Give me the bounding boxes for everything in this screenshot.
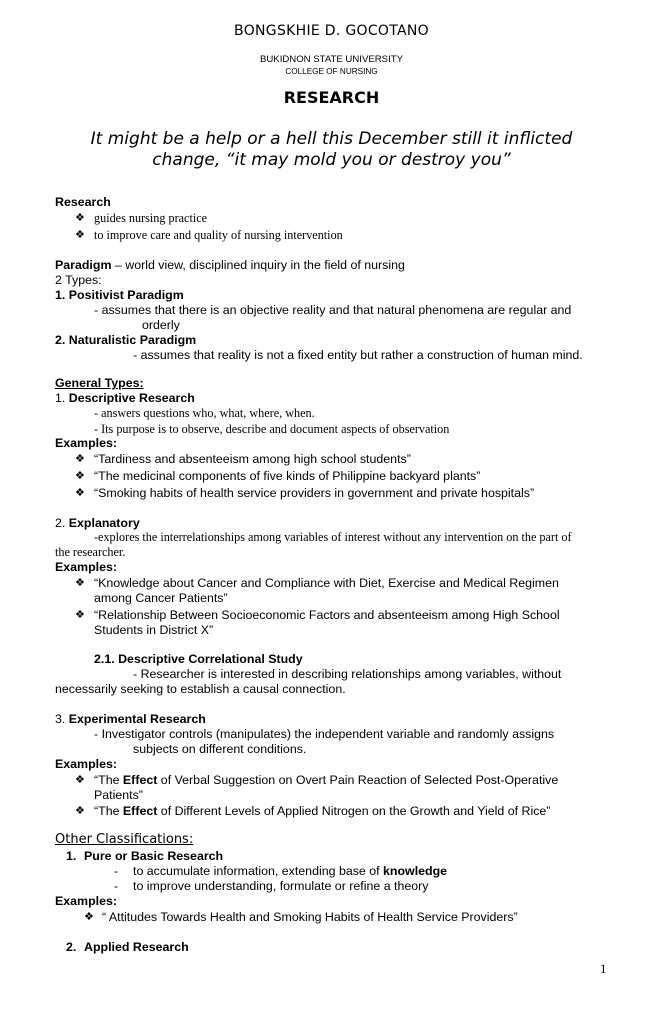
page-number: 1 (600, 961, 607, 976)
correlational-line-1: - Researcher is interested in describing relationships among variables, without (133, 667, 562, 681)
experimental-examples-label: Examples: (55, 757, 117, 771)
diamond-bullet-icon: ❖ (84, 910, 94, 923)
diamond-bullet-icon: ❖ (75, 804, 85, 817)
descriptive-number: 1. (55, 391, 69, 405)
naturalistic-desc: - assumes that reality is not a fixed entity but rather a construction of human mind. (133, 348, 583, 362)
explanatory-title (55, 516, 140, 530)
diamond-bullet-icon: ❖ (75, 228, 85, 241)
other-classifications-heading: Other Classifications: (55, 832, 194, 847)
experimental-example-2-bold: Effect (122, 804, 158, 818)
pure-title: Pure or Basic Research (84, 849, 224, 863)
pure-item-1 (133, 864, 447, 878)
descriptive-line-1: - answers questions who, what, where, when. (94, 406, 315, 420)
descriptive-example: “Tardiness and absenteeism among high school students” (94, 452, 411, 466)
university-name: BUKIDNON STATE UNIVERSITY (259, 54, 404, 65)
dash-bullet: - (114, 879, 119, 893)
pure-number: 1. (66, 849, 77, 863)
pure-item-2: to improve understanding, formulate or refine a theory (133, 879, 429, 893)
explanatory-number: 2. (55, 516, 69, 530)
correlational-title: 2.1. Descriptive Correlational Study (94, 652, 303, 666)
general-types-heading: General Types: (55, 376, 144, 390)
experimental-example-2-pre: “The (94, 804, 123, 818)
page-title: RESEARCH (283, 88, 380, 107)
author-name: BONGSKHIE D. GOCOTANO (234, 23, 429, 39)
pure-example: “ Attitudes Towards Health and Smoking Habits of Health Service Providers” (102, 910, 518, 924)
types-count: 2 Types: (55, 273, 102, 287)
explanatory-example-2-line-1: “Relationship Between Socioeconomic Factors and absenteeism among High School (94, 608, 560, 622)
descriptive-line-2: - Its purpose is to observe, describe and document aspects of observation (94, 422, 450, 436)
experimental-example-1-post: of Verbal Suggestion on Overt Pain Reaction of Selected Post-Operative (157, 773, 559, 787)
correlational-line-2: necessarily seeking to establish a causal connection. (55, 682, 346, 696)
research-heading: Research (55, 195, 111, 209)
applied-number: 2. (66, 940, 77, 954)
pure-examples-label: Examples: (55, 894, 117, 908)
experimental-number: 3. (55, 712, 69, 726)
paradigm-term: Paradigm (55, 258, 112, 272)
explanatory-example-1-line-2: among Cancer Patients” (94, 591, 228, 605)
explanatory-example-2-line-2: Students in District X” (94, 623, 214, 637)
diamond-bullet-icon: ❖ (75, 452, 85, 465)
diamond-bullet-icon: ❖ (75, 469, 85, 482)
research-item: to improve care and quality of nursing intervention (94, 228, 343, 242)
quote-line-1: It might be a help or a hell this December still it inflicted (90, 129, 573, 149)
experimental-example-1-bold: Effect (122, 773, 158, 787)
pure-item-1-text: to accumulate information, extending base of (133, 864, 384, 878)
applied-title: Applied Research (84, 940, 189, 954)
experimental-line-2: subjects on different conditions. (133, 742, 307, 756)
descriptive-title (55, 391, 195, 405)
diamond-bullet-icon: ❖ (75, 576, 85, 589)
experimental-title-text: Experimental Research (68, 712, 206, 726)
positivist-title: 1. Positivist Paradigm (55, 288, 184, 302)
descriptive-example: “Smoking habits of health service providers in government and private hospitals” (94, 486, 535, 500)
descriptive-title-text: Descriptive Research (68, 391, 195, 405)
diamond-bullet-icon: ❖ (75, 211, 85, 224)
experimental-example-1-line-2: Patients” (94, 788, 143, 802)
explanatory-examples-label: Examples: (55, 560, 117, 574)
college-name: COLLEGE OF NURSING (285, 67, 378, 76)
paradigm-definition-text: – world view, disciplined inquiry in the field of nursing (111, 258, 405, 272)
diamond-bullet-icon: ❖ (75, 773, 85, 786)
explanatory-line-2: the researcher. (55, 545, 126, 559)
experimental-example-1-pre: “The (94, 773, 123, 787)
quote-line-2: change, “it may mold you or destroy you” (152, 150, 511, 170)
explanatory-line-1: -explores the interrelationships among variables of interest without any intervention on the part of (94, 530, 572, 544)
experimental-title (55, 712, 206, 726)
research-item: guides nursing practice (94, 211, 208, 225)
diamond-bullet-icon: ❖ (75, 486, 85, 499)
explanatory-example-1-line-1: “Knowledge about Cancer and Compliance with Diet, Exercise and Medical Regimen (94, 576, 559, 590)
experimental-example-2-post: of Different Levels of Applied Nitrogen on the Growth and Yield of Rice” (157, 804, 551, 818)
descriptive-examples-label: Examples: (55, 436, 117, 450)
diamond-bullet-icon: ❖ (75, 608, 85, 621)
experimental-example-2 (94, 804, 550, 818)
dash-bullet: - (114, 864, 119, 878)
naturalistic-title: 2. Naturalistic Paradigm (55, 333, 197, 347)
paradigm-definition (55, 258, 405, 272)
experimental-line-1: - Investigator controls (manipulates) the independent variable and randomly assigns (94, 727, 555, 741)
positivist-desc-line-2: orderly (142, 318, 180, 332)
pure-item-1-bold: knowledge (383, 864, 448, 878)
explanatory-title-text: Explanatory (68, 516, 140, 530)
experimental-example-1-line-1 (94, 773, 558, 787)
positivist-desc-line-1: - assumes that there is an objective reality and that natural phenomena are regular and (94, 303, 572, 317)
descriptive-example: “The medicinal components of five kinds of Philippine backyard plants” (94, 469, 481, 483)
